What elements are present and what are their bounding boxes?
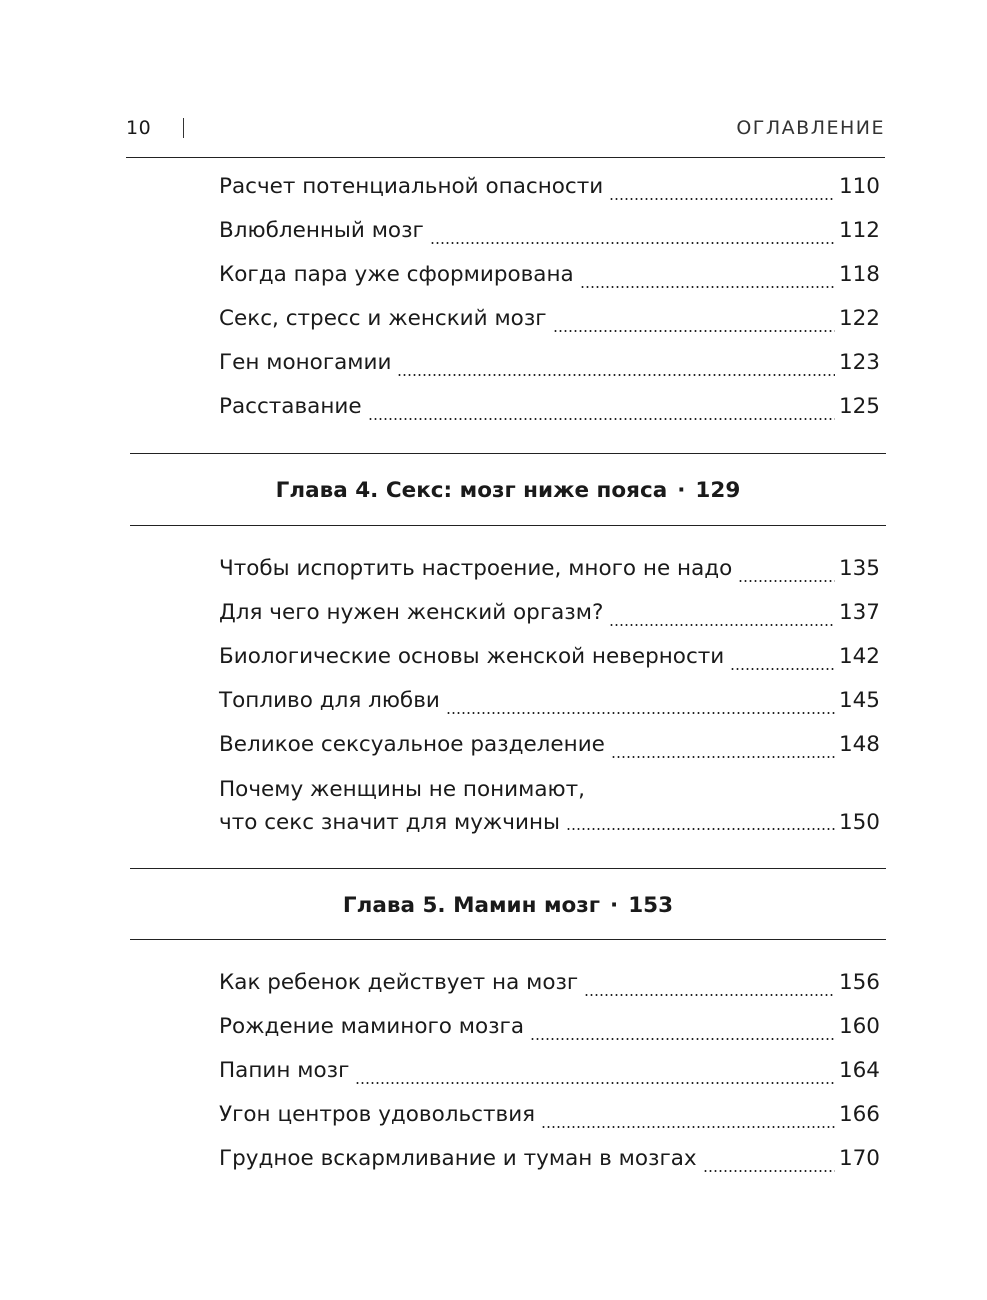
toc-entry[interactable] — [219, 253, 880, 297]
toc-entry[interactable] — [219, 1005, 880, 1049]
chapter-rule-bottom — [130, 939, 886, 940]
chapter-separator: · — [677, 478, 686, 503]
toc-entry[interactable] — [219, 591, 880, 635]
toc-entry-title: Расставание — [219, 394, 362, 419]
toc-entry-title: Великое сексуальное разделение — [219, 732, 605, 757]
toc-entry-page: 145 — [838, 688, 880, 713]
toc-entry-page: 170 — [838, 1146, 880, 1171]
dot-leader — [397, 374, 835, 376]
toc-entry-page: 148 — [838, 732, 880, 757]
dot-leader — [738, 580, 835, 582]
toc-entry-title: Биологические основы женской неверности — [219, 644, 725, 669]
toc-entry-title: Рождение маминого мозга — [219, 1014, 525, 1039]
toc-entry[interactable] — [219, 1137, 880, 1181]
toc-entry[interactable] — [219, 961, 880, 1005]
toc-entry-page: 166 — [838, 1102, 880, 1127]
toc-entry[interactable] — [219, 635, 880, 679]
toc-entry-page: 135 — [838, 556, 880, 581]
dot-leader — [355, 1082, 835, 1084]
chapter-title: Глава 5. Мамин мозг — [342, 893, 601, 918]
chapter-heading[interactable] — [130, 893, 886, 918]
page-number: 10 — [126, 117, 152, 139]
toc-entry[interactable] — [219, 341, 880, 385]
toc-entry[interactable] — [219, 1049, 880, 1093]
header-rule — [126, 157, 885, 158]
toc-entry-title: Грудное вскармливание и туман в мозгах — [219, 1146, 697, 1171]
header-divider — [183, 118, 184, 138]
toc-entry-page: 150 — [838, 810, 880, 835]
toc-entry-title: Как ребенок действует на мозг — [219, 970, 579, 995]
toc-entry-title: Топливо для любви — [219, 688, 440, 713]
toc-entry-title: Чтобы испортить настроение, много не надо — [219, 556, 733, 581]
toc-entry[interactable] — [219, 547, 880, 591]
dot-leader — [541, 1126, 835, 1128]
toc-section-chapter-4 — [219, 547, 880, 839]
toc-entry-multiline[interactable] — [219, 773, 880, 839]
toc-entry-title: Когда пара уже сформирована — [219, 262, 574, 287]
toc-section-chapter-5 — [219, 961, 880, 1181]
toc-entry-title-line1: Почему женщины не понимают, — [219, 777, 585, 802]
toc-entry[interactable] — [219, 723, 880, 767]
toc-entry-page: 123 — [838, 350, 880, 375]
toc-entry-page: 125 — [838, 394, 880, 419]
toc-entry-title: Секс, стресс и женский мозг — [219, 306, 547, 331]
chapter-rule-top — [130, 453, 886, 454]
dot-leader — [553, 330, 835, 332]
toc-entry-title: Для чего нужен женский оргазм? — [219, 600, 604, 625]
dot-leader — [430, 242, 835, 244]
chapter-rule-top — [130, 868, 886, 869]
dot-leader — [609, 624, 835, 626]
chapter-page: 129 — [695, 478, 741, 503]
toc-entry[interactable] — [219, 1093, 880, 1137]
running-title: ОГЛАВЛЕНИЕ — [736, 117, 885, 139]
toc-entry-page: 137 — [838, 600, 880, 625]
toc-entry-title: Расчет потенциальной опасности — [219, 174, 604, 199]
dot-leader — [609, 198, 835, 200]
toc-entry-title: Угон центров удовольствия — [219, 1102, 536, 1127]
toc-entry-page: 122 — [838, 306, 880, 331]
dot-leader — [703, 1170, 835, 1172]
page-header — [126, 110, 885, 146]
toc-entry[interactable] — [219, 165, 880, 209]
chapter-title: Глава 4. Секс: мозг ниже пояса — [275, 478, 668, 503]
toc-entry-page: 112 — [838, 218, 880, 243]
toc-entry-title: Папин мозг — [219, 1058, 350, 1083]
toc-entry-page: 142 — [838, 644, 880, 669]
dot-leader — [611, 756, 835, 758]
toc-entry[interactable] — [219, 385, 880, 429]
toc-section-continued — [219, 165, 880, 429]
chapter-heading[interactable] — [130, 478, 886, 503]
chapter-page: 153 — [628, 893, 674, 918]
toc-entry-page: 110 — [838, 174, 880, 199]
toc-entry-line2 — [219, 806, 880, 839]
dot-leader — [530, 1038, 835, 1040]
toc-entry[interactable] — [219, 209, 880, 253]
dot-leader — [566, 828, 835, 830]
toc-entry-title: Влюбленный мозг — [219, 218, 424, 243]
dot-leader — [446, 712, 835, 714]
toc-entry[interactable] — [219, 297, 880, 341]
toc-entry[interactable] — [219, 679, 880, 723]
toc-entry-page: 156 — [838, 970, 880, 995]
chapter-separator: · — [610, 893, 619, 918]
toc-entry-page: 118 — [838, 262, 880, 287]
toc-entry-page: 160 — [838, 1014, 880, 1039]
chapter-rule-bottom — [130, 525, 886, 526]
toc-entry-title-line2: что секс значит для мужчины — [219, 810, 560, 835]
toc-entry-page: 164 — [838, 1058, 880, 1083]
dot-leader — [584, 994, 835, 996]
toc-entry-title: Ген моногамии — [219, 350, 392, 375]
dot-leader — [730, 668, 835, 670]
dot-leader — [368, 418, 835, 420]
dot-leader — [580, 286, 835, 288]
